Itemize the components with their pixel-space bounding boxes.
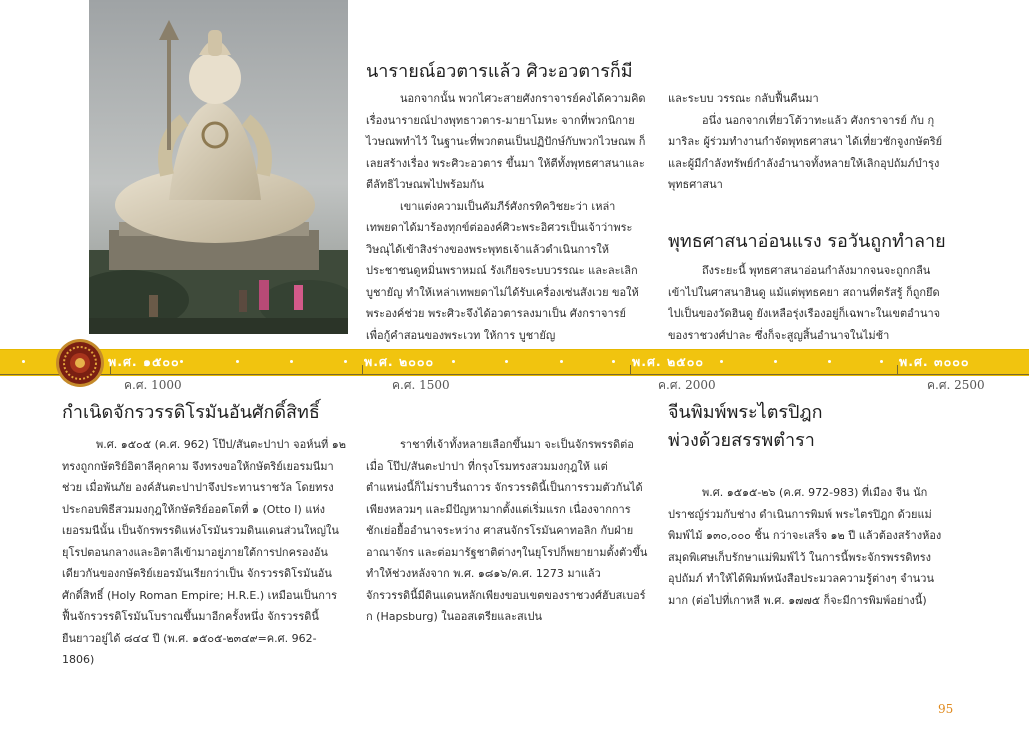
timeline-dot [774,360,777,363]
section-c-column-1 [62,434,346,671]
timeline-dot [236,360,239,363]
paragraph: ถึงระยะนี้ พุทธศาสนาอ่อนกำลังมากจนจะถูกกลืนเข้าไปในศาสนาฮินดู แม้แต่พุทธคยา สถานที่ตรัสรู้ ก็ถูกยึดไปเป็นของวัดฮินดู ยังเหลือรุ่งเรืองอยู่ก็เฉพาะในเขตอำนาจของราชวงศ์ปาละ ซึ่งก็จะสูญสิ้นอำนาจในไม่ช้า [668,264,941,342]
paragraph: พ.ศ. ๑๕๐๕ (ค.ศ. 962) โป๊ป/สันตะปาปา จอห์นที่ ๑๒ ทรงถูกกษัตริย์อิตาลีคุกคาม จึงทรงขอให้กษัตริย์เยอรมนีมาช่วย เมื่อพ้นภัย องค์สันตะปาปาจึงประทานราชวัล โดยทรงประกอบพิธีสวมมงกุฎให้กษัตริย์ออตโตที่ ๑ (Otto I) แห่งเยอรมนีนั้น เป็นจักรพรรดิแห่งโรมันรวมดินแดนส่วนใหญ่ในยุโรปตอนกลางและอิตาลีเข้ามาอยู่ภายใต้การปกครองอันเดียวกันของกษัตริย์เยอรมันเรียกว่าเป็น จักรวรรดิโรมันอันศักดิ์สิทธิ์ (Holy Roman Empire; H.R.E.) เหมือนเป็นการฟื้นจักรวรรดิโรมันโบราณขึ้นมาอีกครั้งหนึ่ง จักรวรรดินี้ยืนยาวอยู่ได้ ๘๔๔ ปี (พ.ศ. ๑๕๐๕-๒๓๔๙=ค.ศ. 962-1806) [62,438,346,666]
paragraph: นอกจากนั้น พวกไศวะสายศังกราจารย์คงได้ความคิดเรื่องนารายณ์ปางพุทธาวตาร-มายาโมหะ จากที่พวกนิกายไวษณพทำไว้ ในฐานะที่พวกตนเป็นปฏิปักษ์กับพวกไวษณพ ก็เลยสร้างเรื่อง พระศิวะอวตาร ขึ้นมา ให้ตีทั้งพุทธศาสนาและตีลัทธิไวษณพไปพร้อมกัน [366,92,646,191]
section-a-column-2 [668,88,952,196]
timeline-dot [612,360,615,363]
timeline-tick [897,365,898,375]
section-b-body [668,260,952,346]
section-d-body [668,482,952,611]
timeline-dot [505,360,508,363]
shiva-statue-photo [89,0,348,334]
timeline-ce-label: ค.ศ. 2500 [927,378,985,392]
section-title-holy-roman-empire: กำเนิดจักรวรรดิโรมันอันศักดิ์สิทธิ์ [62,402,320,423]
timeline-ce-label: ค.ศ. 1500 [392,378,450,392]
shiva-statue-illustration [89,0,348,334]
timeline-tick [362,365,363,375]
timeline-dot [560,360,563,363]
timeline-ce-label: ค.ศ. 2000 [658,378,716,392]
timeline-dot [828,360,831,363]
timeline-baseline [0,374,1029,375]
section-title-line: จีนพิมพ์พระไตรปิฎก [668,402,823,423]
timeline-dot [180,360,183,363]
section-a-column-1 [366,88,646,346]
timeline-dot [344,360,347,363]
timeline-medallion-icon [55,338,105,388]
section-title-narai-avatar: นารายณ์อวตารแล้ว ศิวะอวตารก็มี [366,61,633,82]
timeline-be-label: พ.ศ. ๑๕๐๐ [108,354,180,369]
paragraph: และระบบ วรรณะ กลับฟื้นคืนมา [668,92,819,105]
section-c-column-2 [366,434,648,628]
timeline-dot [22,360,25,363]
paragraph: พ.ศ. ๑๕๑๕-๒๖ (ค.ศ. 972-983) ที่เมือง จีน นักปราชญ์ร่วมกับช่าง ดำเนินการพิมพ์ พระไตรปิฎก ด้วยแม่พิมพ์ไม้ ๑๓๐,๐๐๐ ชิ้น กว่าจะเสร็จ ๑๒ ปี แล้วต้องสร้างห้องสมุดพิเศษเก็บรักษาแม่พิมพ์ไว้ ในการนี้พระจักรพรรดิทรงอุปถัมภ์ ทำให้ได้พิมพ์หนังสือประมวลความรู้ต่างๆ จำนวนมาก (ต่อไปที่เกาหลี พ.ศ. ๑๗๗๕ ก็จะมีการพิมพ์อย่างนี้) [668,486,942,607]
paragraph: ราชาที่เจ้าทั้งหลายเลือกขึ้นมา จะเป็นจักรพรรดิต่อเมื่อ โป๊ป/สันตะปาปา ที่กรุงโรมทรงสวมมงกุฎให้ แต่ตำแหน่งนี้ก็ไม่ราบรื่นถาวร จักรวรรดินี้เป็นการรวมตัวกันได้เพียงหลวมๆ และมีปัญหามากตั้งแต่เริ่มแรก เนื่องจากการชักเย่อยื้ออำนาจระหว่าง ศาสนจักรโรมันคาทอลิก กับฝ่ายอาณาจักร และต่อมารัฐชาติต่างๆในยุโรปก็พยายามตั้งตัวขึ้น ทำให้ช่วงหลังจาก พ.ศ. ๑๘๑๖/ค.ศ. 1273 มาแล้ว จักรวรรดินี้มีดินแดนหลักเพียงขอบเขตของราชวงศ์ฮับสเบอร์ก (Hapsburg) ในออสเตรียและสเปน [366,438,648,623]
timeline-be-label: พ.ศ. ๒๐๐๐ [364,354,435,369]
timeline-dot [880,360,883,363]
section-title-line: พ่วงด้วยสรรพตำรา [668,430,815,451]
timeline-ce-label: ค.ศ. 1000 [124,378,182,392]
section-title-china-tripitaka [668,399,968,455]
timeline-tick [630,365,631,375]
section-title-buddhism-weakening: พุทธศาสนาอ่อนแรง รอวันถูกทำลาย [668,231,946,252]
timeline-dot [720,360,723,363]
timeline-be-label: พ.ศ. ๒๕๐๐ [632,354,704,369]
timeline-be-label: พ.ศ. ๓๐๐๐ [899,354,970,369]
timeline-dot [290,360,293,363]
paragraph: อนึ่ง นอกจากเที่ยวโต้วาทะแล้ว ศังกราจารย์ กับ กุมาริละ ผู้ร่วมทำงานกำจัดพุทธศาสนา ได้เที่ยวชักจูงกษัตริย์และผู้มีกำลังทรัพย์กำลังอำนาจทั้งหลายให้เลิกอุปถัมภ์บำรุงพุทธศาสนา [668,113,943,191]
paragraph: เขาแต่งความเป็นคัมภีร์ศังกรทิควิชยะว่า เหล่าเทพยดาได้มาร้องทุกข์ต่อองค์ศิวะพระอิศวรเป็นเจ้าว่าพระวิษณุได้เข้าสิงร่างของพระพุทธเจ้าแล้วดำเนินการให้ประชาชนดูหมิ่นพราหมณ์ รังเกียจระบบวรรณะ และละเลิกบูชายัญ ทำให้เหล่าเทพยดาไม่ได้รับเครื่องเซ่นสังเวย ขอให้พระองค์ช่วย พระศิวะจึงได้อวตารลงมาเป็น ศังกราจารย์ เพื่อกู้คำสอนของพระเวท ให้การ บูชายัญ [366,199,639,342]
page-number: 95 [938,702,954,716]
timeline-dot [452,360,455,363]
